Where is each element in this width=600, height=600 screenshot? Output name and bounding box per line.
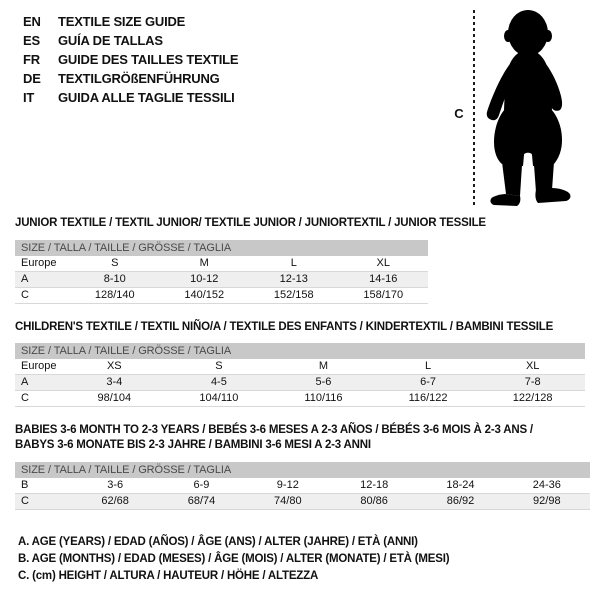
language-label: GUÍA DE TALLAS <box>58 33 163 48</box>
babies-table-title <box>15 423 590 453</box>
table-cell: 116/122 <box>408 392 448 404</box>
toddler-silhouette-icon <box>480 8 580 212</box>
language-code: FR <box>23 52 40 67</box>
children-table <box>15 343 585 407</box>
size-header-bar: SIZE / TALLA / TAILLE / GRÖSSE / TAGLIA <box>15 462 590 478</box>
size-header-bar: SIZE / TALLA / TAILLE / GRÖSSE / TAGLIA <box>15 343 585 359</box>
junior-table-title: JUNIOR TEXTILE / TEXTIL JUNIOR/ TEXTILE JUNIOR / JUNIORTEXTIL / JUNIOR TESSILE <box>15 217 486 229</box>
row-label: B <box>21 479 29 491</box>
table-cell: 68/74 <box>187 495 216 507</box>
language-row-it <box>23 88 238 107</box>
table-cell: S <box>111 257 119 269</box>
footnote-a: A. AGE (YEARS) / EDAD (AÑOS) / ÂGE (ANS) / ALTER (JAHRE) / ETÀ (ANNI) <box>18 536 418 548</box>
table-row-sizes <box>15 359 585 375</box>
table-cell: 140/152 <box>184 289 225 301</box>
table-cell: 12-13 <box>279 273 308 285</box>
table-cell: 5-6 <box>315 376 332 388</box>
table-cell: L <box>290 257 297 269</box>
table-cell: 6-7 <box>420 376 437 388</box>
row-label: A <box>21 273 29 285</box>
row-label: Europe <box>21 257 57 269</box>
table-cell: 3-4 <box>106 376 123 388</box>
table-cell: 128/140 <box>94 289 135 301</box>
table-cell: 14-16 <box>369 273 398 285</box>
table-cell: 104/110 <box>199 392 239 404</box>
table-cell: 7-8 <box>524 376 541 388</box>
table-cell: 9-12 <box>276 479 299 491</box>
language-code: IT <box>23 90 35 105</box>
row-label: C <box>21 289 29 301</box>
row-label: A <box>21 376 29 388</box>
table-cell: 12-18 <box>360 479 389 491</box>
table-cell: 18-24 <box>446 479 475 491</box>
table-cell: 110/116 <box>304 392 343 404</box>
table-cell: XL <box>376 257 390 269</box>
table-cell: 4-5 <box>210 376 227 388</box>
table-cell: 158/170 <box>363 289 404 301</box>
table-row-height <box>15 391 585 407</box>
children-table-title: CHILDREN'S TEXTILE / TEXTIL NIÑO/A / TEXTILE DES ENFANTS / KINDERTEXTIL / BAMBINI TESSILE <box>15 321 554 333</box>
table-cell: 74/80 <box>274 495 302 507</box>
table-row-age <box>15 272 428 288</box>
table-cell: 122/128 <box>512 392 553 404</box>
table-cell: M <box>199 257 209 269</box>
table-row-months <box>15 478 590 494</box>
table-cell: 8-10 <box>103 273 126 285</box>
table-row-height <box>15 288 428 304</box>
table-cell: S <box>215 360 223 372</box>
junior-table <box>15 240 428 304</box>
language-label: TEXTILGRÖßENFÜHRUNG <box>58 71 220 86</box>
table-cell: 10-12 <box>190 273 219 285</box>
table-cell: 6-9 <box>193 479 210 491</box>
row-label: C <box>21 495 29 507</box>
table-cell: M <box>318 360 329 372</box>
table-cell: 86/92 <box>446 495 475 507</box>
table-cell: 3-6 <box>107 479 124 491</box>
language-row-de <box>23 69 238 88</box>
footnote-list <box>18 534 449 585</box>
language-row-es <box>23 31 238 50</box>
size-header-bar: SIZE / TALLA / TAILLE / GRÖSSE / TAGLIA <box>15 240 428 256</box>
table-cell: 98/104 <box>97 392 132 404</box>
table-cell: 92/98 <box>533 495 561 507</box>
table-cell: 24-36 <box>532 479 561 491</box>
table-row-age <box>15 375 585 391</box>
language-label: GUIDE DES TAILLES TEXTILE <box>58 52 239 67</box>
row-label: Europe <box>21 360 57 372</box>
height-measure-dotted-line <box>473 10 475 208</box>
language-code: ES <box>23 33 40 48</box>
row-label: C <box>21 392 29 404</box>
table-cell: 62/68 <box>101 495 129 507</box>
babies-title-line1: BABIES 3-6 MONTH TO 2-3 YEARS / BEBÉS 3-6 MESES A 2-3 AÑOS / BÉBÉS 3-6 MOIS À 2-3 ANS / <box>15 424 533 436</box>
language-label: GUIDA ALLE TAGLIE TESSILI <box>58 90 235 105</box>
language-list <box>23 12 238 107</box>
babies-title-line2: BABYS 3-6 MONATE BIS 2-3 JAHRE / BAMBINI 3-6 MESI A 2-3 ANNI <box>15 439 371 451</box>
table-cell: 80/86 <box>360 495 388 507</box>
table-cell: XS <box>106 360 122 372</box>
table-row-height <box>15 494 590 510</box>
language-row-fr <box>23 50 238 69</box>
language-code: DE <box>23 71 41 86</box>
table-cell: XL <box>525 360 540 372</box>
babies-table <box>15 462 590 510</box>
footnote-b: B. AGE (MONTHS) / EDAD (MESES) / ÂGE (MOIS) / ALTER (MONATE) / ETÀ (MESI) <box>18 553 450 565</box>
language-code: EN <box>23 14 41 29</box>
table-cell: L <box>425 360 432 372</box>
footnote-c: C. (cm) HEIGHT / ALTURA / HAUTEUR / HÖHE / ALTEZZA <box>18 570 319 582</box>
table-row-sizes <box>15 256 428 272</box>
language-row-en <box>23 12 238 31</box>
language-label: TEXTILE SIZE GUIDE <box>58 14 186 29</box>
height-measure-label: C <box>454 106 464 121</box>
table-cell: 152/158 <box>273 289 314 301</box>
